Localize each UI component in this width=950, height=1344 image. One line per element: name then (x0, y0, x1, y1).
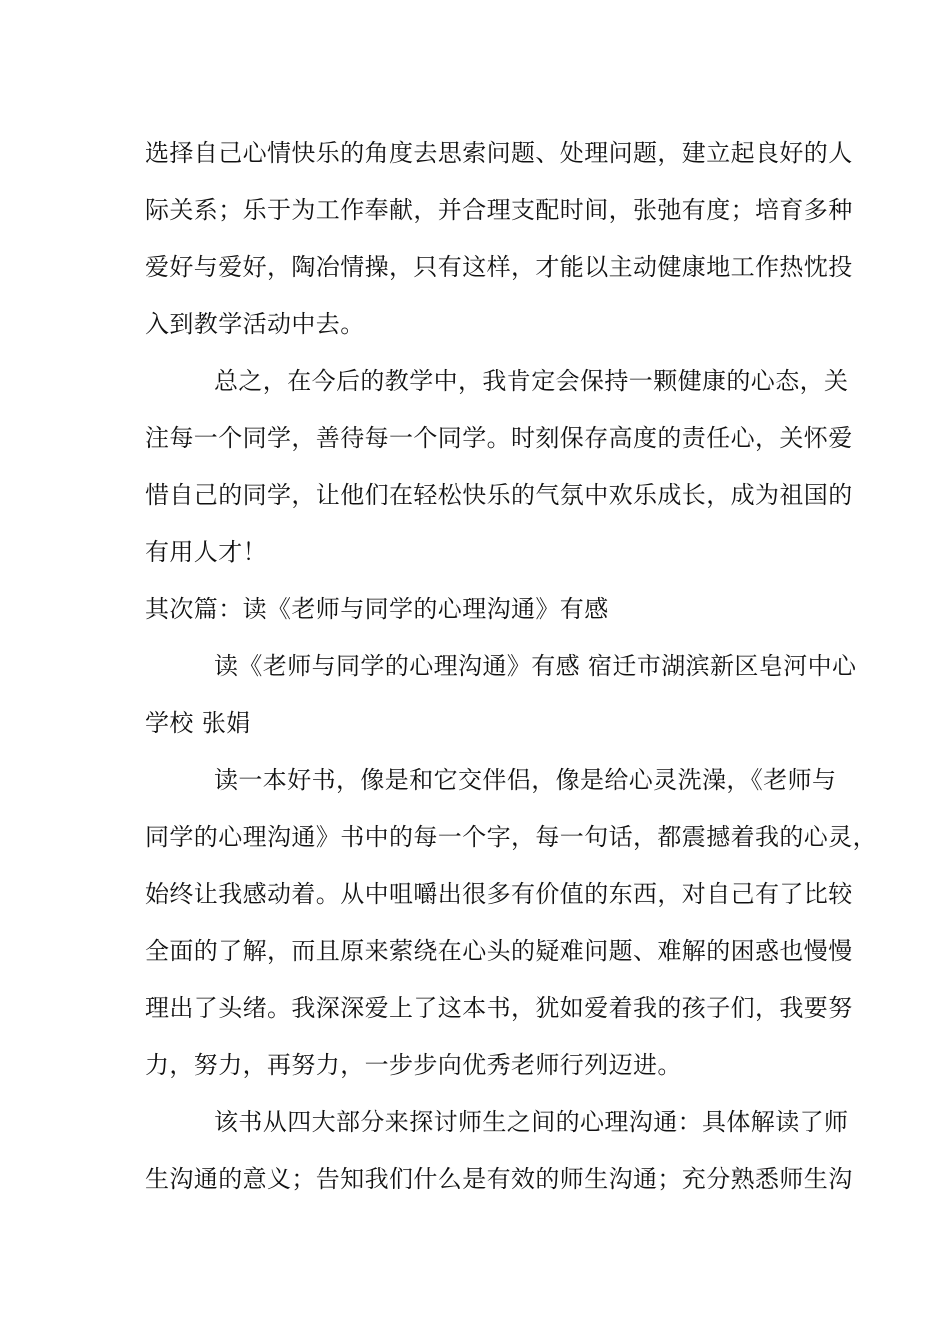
body-text-line: 惜自己的同学，让他们在轻松快乐的气氛中欢乐成长，成为祖国的 (145, 481, 853, 509)
body-text-line: 际关系；乐于为工作奉献，并合理支配时间，张弛有度；培育多种 (145, 196, 853, 224)
paragraph-start-line: 该书从四大部分来探讨师生之间的心理沟通：具体解读了师 (214, 1108, 849, 1136)
body-text-line: 始终让我感动着。从中咀嚼出很多有价值的东西，对自己有了比较 (145, 880, 853, 908)
body-text-line: 理出了头绪。我深深爱上了这本书，犹如爱着我的孩子们，我要努 (145, 994, 853, 1022)
body-text-line: 有用人才！ (145, 538, 267, 566)
body-text-line: 生沟通的意义；告知我们什么是有效的师生沟通；充分熟悉师生沟 (145, 1165, 853, 1193)
body-text-line: 选择自己心情快乐的角度去思索问题、处理问题，建立起良好的人 (145, 139, 853, 167)
body-text-line: 力，努力，再努力，一步步向优秀老师行列迈进。 (145, 1051, 682, 1079)
body-text-line: 同学的心理沟通》书中的每一个字，每一句话，都震撼着我的心灵， (145, 823, 877, 851)
paragraph-start-line: 读一本好书，像是和它交伴侣，像是给心灵洗澡，《老师与 (214, 766, 837, 794)
body-text-line: 全面的了解，而且原来萦绕在心头的疑难问题、难解的困惑也慢慢 (145, 937, 853, 965)
body-text-line: 学校 张娟 (145, 709, 251, 737)
body-text-line: 入到教学活动中去。 (145, 310, 365, 338)
paragraph-start-line: 总之，在今后的教学中，我肯定会保持一颗健康的心态，关 (214, 367, 849, 395)
paragraph-start-line: 读《老师与同学的心理沟通》有感 宿迁市湖滨新区皂河中心 (214, 652, 857, 680)
section-heading: 其次篇：读《老师与同学的心理沟通》有感 (145, 595, 609, 623)
body-text-line: 注每一个同学，善待每一个同学。时刻保存高度的责任心，关怀爱 (145, 424, 853, 452)
body-text-line: 爱好与爱好，陶冶情操，只有这样，才能以主动健康地工作热忱投 (145, 253, 853, 281)
